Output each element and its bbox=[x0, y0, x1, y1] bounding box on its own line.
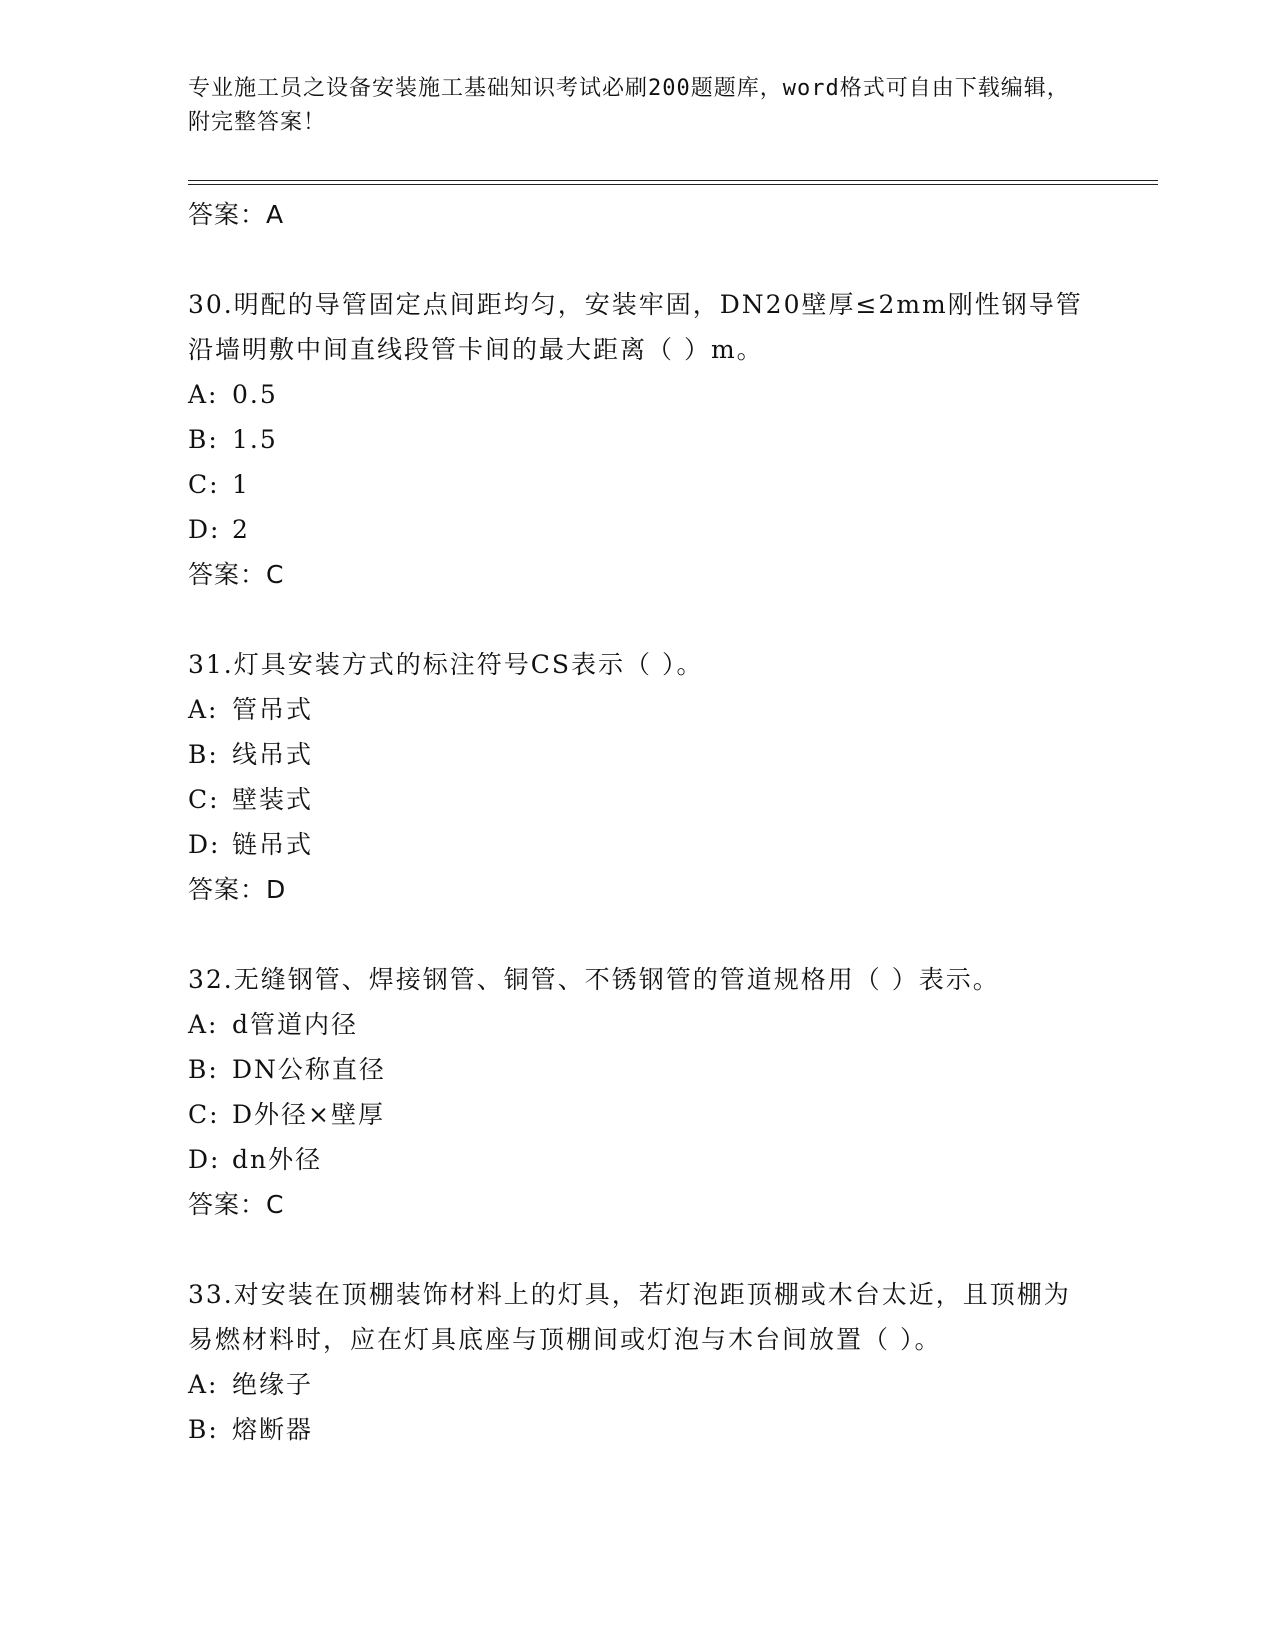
option-text: 熔断器 bbox=[232, 1415, 314, 1444]
option-b bbox=[188, 1047, 1088, 1092]
question-stem: 30.明配的导管固定点间距均匀，安装牢固，DN20壁厚≤2mm刚性钢导管沿墙明敷中间直线段管卡间的最大距离（ ）m。 bbox=[188, 290, 1083, 364]
option-a bbox=[188, 1002, 1088, 1047]
option-text: 管吊式 bbox=[232, 695, 314, 724]
option-key: B: bbox=[188, 1415, 219, 1444]
question-32 bbox=[188, 957, 1088, 1227]
option-key: B: bbox=[188, 740, 219, 769]
spacer bbox=[188, 1227, 1088, 1272]
option-c bbox=[188, 777, 1088, 822]
option-key: C: bbox=[188, 1100, 220, 1129]
spacer bbox=[188, 912, 1088, 957]
option-key: A: bbox=[188, 1010, 219, 1039]
option-key: D: bbox=[188, 515, 221, 544]
option-d bbox=[188, 507, 1088, 552]
option-text: 绝缘子 bbox=[232, 1370, 314, 1399]
question-stem: 33.对安装在顶棚装饰材料上的灯具，若灯泡距顶棚或木台太近，且顶棚为易燃材料时，应在灯具底座与顶棚间或灯泡与木台间放置（ ）。 bbox=[188, 1280, 1071, 1354]
option-c bbox=[188, 462, 1088, 507]
option-text: 壁装式 bbox=[232, 785, 314, 814]
option-key: B: bbox=[188, 425, 219, 454]
option-text: 链吊式 bbox=[232, 830, 314, 859]
spacer bbox=[188, 237, 1088, 282]
option-text: DN公称直径 bbox=[232, 1055, 386, 1084]
option-b bbox=[188, 732, 1088, 777]
option-text: 2 bbox=[232, 515, 250, 544]
option-text: dn外径 bbox=[232, 1145, 323, 1174]
option-key: D: bbox=[188, 1145, 221, 1174]
option-key: C: bbox=[188, 470, 220, 499]
option-text: 线吊式 bbox=[232, 740, 314, 769]
document-header: 专业施工员之设备安装施工基础知识考试必刷200题题库，word格式可自由下载编辑，附完整答案！ bbox=[188, 76, 1070, 135]
option-key: A: bbox=[188, 380, 219, 409]
spacer bbox=[188, 597, 1088, 642]
option-text: D外径×壁厚 bbox=[232, 1100, 385, 1129]
question-stem: 31.灯具安装方式的标注符号CS表示（ ）。 bbox=[188, 650, 704, 679]
option-text: 1 bbox=[232, 470, 250, 499]
option-key: A: bbox=[188, 1370, 219, 1399]
option-key: A: bbox=[188, 695, 219, 724]
option-b bbox=[188, 417, 1088, 462]
option-b bbox=[188, 1407, 1088, 1452]
option-d bbox=[188, 1137, 1088, 1182]
option-a bbox=[188, 687, 1088, 732]
option-text: 0.5 bbox=[232, 380, 278, 409]
header-divider bbox=[188, 180, 1158, 185]
answer-line: 答案：C bbox=[188, 1190, 285, 1219]
answer-line: 答案：A bbox=[188, 200, 285, 229]
option-key: B: bbox=[188, 1055, 219, 1084]
option-c bbox=[188, 1092, 1088, 1137]
option-d bbox=[188, 822, 1088, 867]
question-list bbox=[188, 192, 1088, 1452]
option-a bbox=[188, 1362, 1088, 1407]
option-key: D: bbox=[188, 830, 221, 859]
option-a bbox=[188, 372, 1088, 417]
answer-line: 答案：C bbox=[188, 560, 285, 589]
answer-line: 答案：D bbox=[188, 875, 287, 904]
question-30 bbox=[188, 282, 1088, 597]
option-text: 1.5 bbox=[232, 425, 278, 454]
option-text: d管道内径 bbox=[232, 1010, 359, 1039]
question-31 bbox=[188, 642, 1088, 912]
question-33 bbox=[188, 1272, 1088, 1452]
question-stem: 32.无缝钢管、焊接钢管、铜管、不锈钢管的管道规格用（ ）表示。 bbox=[188, 965, 1000, 994]
option-key: C: bbox=[188, 785, 220, 814]
